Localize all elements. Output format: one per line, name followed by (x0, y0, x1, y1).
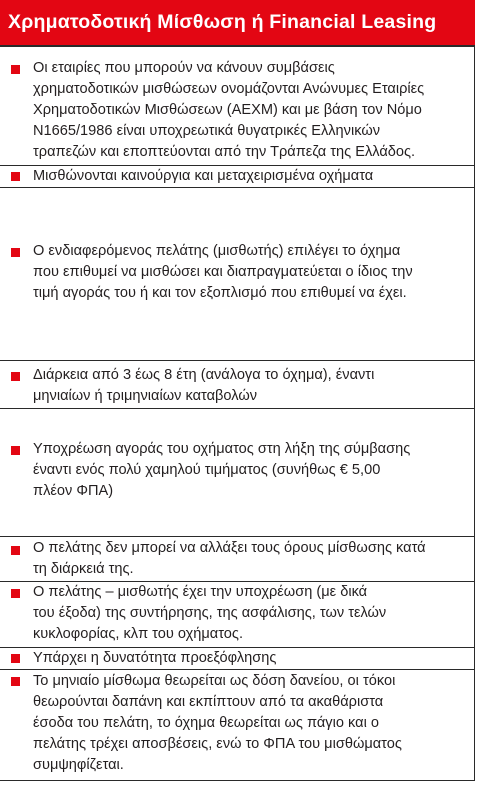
item-line: χρηματοδοτικών μισθώσεων ονομάζονται Ανώνυμες Εταιρίες (33, 81, 425, 97)
item-line: Υπάρχει η δυνατότητα προεξόφλησης (33, 650, 277, 666)
list-item (0, 582, 475, 648)
list-item (0, 166, 475, 188)
list-item (0, 188, 475, 361)
bullet-icon (11, 677, 20, 686)
list-item (0, 670, 475, 781)
item-text (33, 365, 471, 407)
list-item (0, 47, 475, 166)
list-item (0, 409, 475, 537)
item-line: τιμή αγοράς του ή και τον εξοπλισμό που επιθυμεί να έχει. (33, 285, 407, 301)
item-line: μηνιαίων ή τριμηνιαίων καταβολών (33, 388, 258, 404)
bullet-icon (11, 372, 20, 381)
bullet-icon (11, 248, 20, 257)
item-line: του έξοδα) της συντήρησης, της ασφάλισης, των τελών (33, 605, 387, 621)
item-line: Ο πελάτης – μισθωτής έχει την υποχρέωση (με δικά (33, 584, 368, 600)
bullet-icon (11, 589, 20, 598)
item-line: που επιθυμεί να μισθώσει και διαπραγματεύεται ο ίδιος την (33, 264, 413, 280)
bullet-icon (11, 546, 20, 555)
item-line: Διάρκεια από 3 έως 8 έτη (ανάλογα το όχημα), έναντι (33, 367, 375, 383)
item-line: Ν1665/1986 είναι υποχρεωτικά θυγατρικές Ελληνικών (33, 123, 381, 139)
item-line: Χρηματοδοτικών Μισθώσεων (ΑΕΧΜ) και με βάση τον Νόμο (33, 102, 422, 118)
item-line: Οι εταιρίες που μπορούν να κάνουν συμβάσεις (33, 60, 335, 76)
item-text (33, 166, 471, 187)
item-line: έσοδα του πελάτη, το όχημα θεωρείται ως πάγιο και ο (33, 715, 379, 731)
item-text (33, 582, 471, 645)
bullet-icon (11, 172, 20, 181)
list-item (0, 537, 475, 582)
bullet-icon (11, 654, 20, 663)
item-text (33, 648, 471, 669)
item-line: κυκλοφορίας, κλπ του οχήματος. (33, 626, 244, 642)
item-line: Το μηνιαίο μίσθωμα θεωρείται ως δόση δανείου, οι τόκοι (33, 673, 396, 689)
item-text (33, 439, 471, 502)
bullet-icon (11, 446, 20, 455)
item-text (33, 671, 471, 776)
item-line: πελάτης τρέχει αποσβέσεις, ενώ το ΦΠΑ του μισθώματος (33, 736, 402, 752)
table-header (0, 0, 475, 47)
item-line: θεωρούνται δαπάνη και εκπίπτουν από τα ακαθάριστα (33, 694, 384, 710)
list-item (0, 361, 475, 409)
table-title: Χρηματοδοτική Μίσθωση ή Financial Leasing (8, 11, 437, 33)
item-line: τη διάρκειά της. (33, 561, 134, 577)
item-line: Υποχρέωση αγοράς του οχήματος στη λήξη της σύμβασης (33, 441, 411, 457)
item-text (33, 58, 471, 163)
item-line: Μισθώνονται καινούργια και μεταχειρισμένα οχήματα (33, 168, 374, 184)
item-line: συμψηφίζεται. (33, 757, 124, 773)
item-text (33, 538, 471, 580)
bullet-icon (11, 65, 20, 74)
list-item (0, 648, 475, 670)
item-text (33, 241, 471, 304)
item-line: Ο πελάτης δεν μπορεί να αλλάξει τους όρους μίσθωσης κατά (33, 540, 426, 556)
item-line: τραπεζών και εποπτεύονται από την Τράπεζα της Ελλάδος. (33, 144, 416, 160)
item-line: έναντι ενός πολύ χαμηλού τιμήματος (συνήθως € 5,00 (33, 462, 381, 478)
item-line: Ο ενδιαφερόμενος πελάτης (μισθωτής) επιλέγει το όχημα (33, 243, 401, 259)
item-line: πλέον ΦΠΑ) (33, 483, 114, 499)
